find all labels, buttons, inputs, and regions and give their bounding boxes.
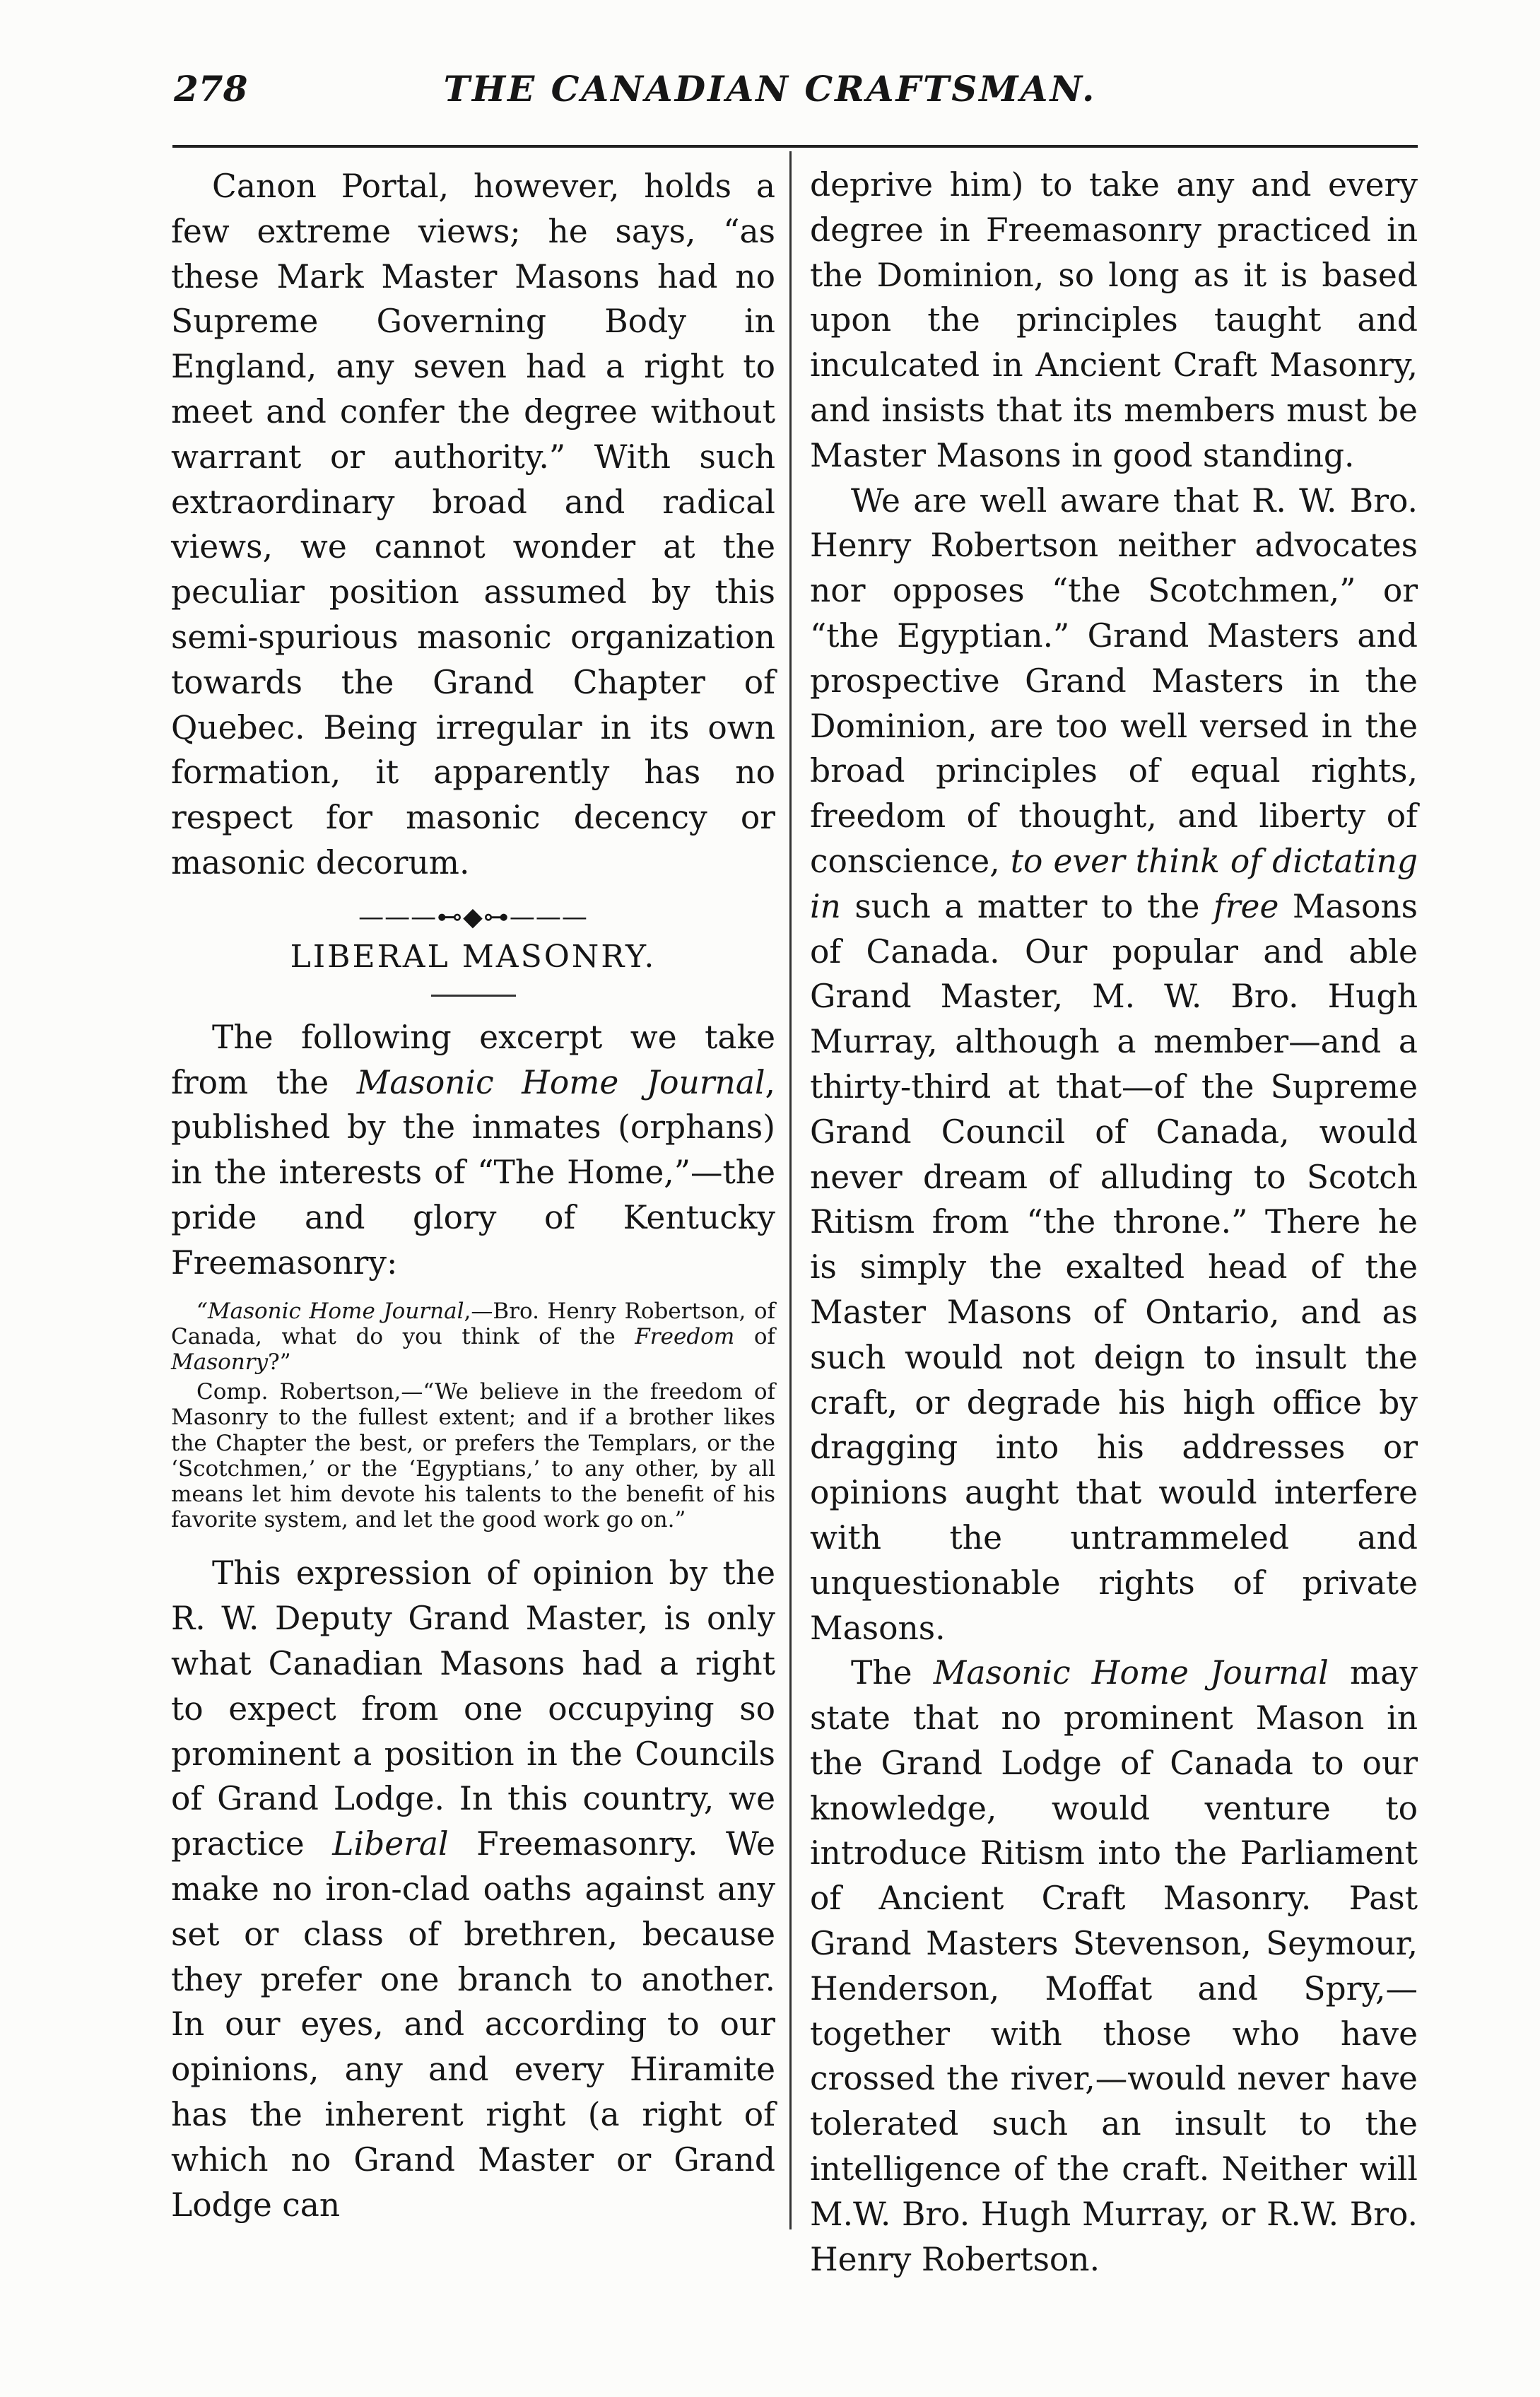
para2-end: Masons of Canada. Our popular and able Grand Master, M. W. Bro. Hugh Murray, although a member—and a thirty-third at that—of the Supreme Grand Council of Canada, would never dream of alluding to Scotch Ritism from “the throne.” There he is simply the exalted head of the Master Masons of Ontario, and as such would not deign to insult the craft, or degrade his high office by dragging into his addresses or opinions aught that would interfere with the untrammeled and unquestionable rights of private Masons. xyxy=(810,887,1418,1647)
quote-answer: Comp. Robertson,—“We believe in the freedom of Masonry to the fullest extent; and if a brother likes the Chapter the best, or prefers the Templars, or the ‘Scotchmen,’ or the ‘Egyptians,’ to any other, by all means let him devote his talents to the benefit of his favorite system, and let the good work go on.” xyxy=(171,1379,775,1533)
quote-masonry: Masonry xyxy=(171,1349,269,1375)
para3-end: may state that no prominent Mason in the Grand Lodge of Canada to our knowledge, would venture to introduce Ritism into the Parliament of Ancient Craft Masonry. Past Grand Masters Stevenson, Seymour, Henderson, Moffat and Spry,—together with those who have crossed the river,—would never have tolerated such an insult to the intelligence of the craft. Neither will M.W. Bro. Hugh Murray, or R.W. Bro. Henry Robertson. xyxy=(810,1654,1418,2278)
intro-paragraph: Canon Portal, however, holds a few extreme views; he says, “as these Mark Master Masons had no Supreme Governing Body in England, any seven had a right to meet and confer the degree without warrant or authority.” With such extraordinary broad and radical views, we cannot wonder at the peculiar position assumed by this semi-spurious masonic organization towards the Grand Chapter of Quebec. Being irregular in its own formation, it apparently has no respect for masonic decency or masonic decorum. xyxy=(171,168,775,881)
quote-end: ?” xyxy=(268,1349,291,1375)
para2-text: We are well aware that R. W. Bro. Henry Robertson neither advocates nor opposes “the Scotchmen,” or “the Egyptian.” Grand Masters and prospective Grand Masters in the Dominion, are too well versed in the broad principles of equal rights, freedom of thought, and liberty of conscience, xyxy=(810,481,1418,880)
continuation-paragraph: deprive him) to take any and every degree in Freemasonry practiced in the Dominion, so long as it is based upon the principles taught and inculcated in Ancient Craft Masonry, and insists that its members must be Master Masons in good standing. xyxy=(810,166,1418,474)
closing-liberal: Liberal xyxy=(332,1825,449,1863)
quote-question xyxy=(171,1299,775,1376)
lead-text-end: , published by the inmates (orphans) in the interests of “The Home,”—the pride and glory of Kentucky Freemasonry: xyxy=(171,1063,775,1282)
heading-rule xyxy=(431,995,516,997)
column-divider xyxy=(789,151,792,2229)
lead-text: The following excerpt we take from the xyxy=(171,1018,775,1101)
para2-mid: such a matter to the xyxy=(840,887,1213,925)
page-number: 278 xyxy=(174,68,248,110)
section-heading: LIBERAL MASONRY. xyxy=(290,938,657,975)
quote-text: ,—Bro. Henry Robertson, of Canada, what do you think of the xyxy=(171,1298,775,1349)
header-rule xyxy=(172,145,1418,148)
closing-text-end: Freemasonry. We make no iron-clad oaths against any set or class of brethren, because they prefer one branch to another. In our eyes, and according to our opinions, any and every Hiramite has the inherent right (a right of which no Grand Master or Grand Lodge can xyxy=(171,1825,776,2224)
section-ornament: ———⊷◆⊶——— xyxy=(358,902,588,932)
para3-text: The xyxy=(851,1654,934,1692)
closing-text: This expression of opinion by the R. W. Deputy Grand Master, is only what Canadian Masons had a right to expect from one occupying so prominent a position in the Councils of Grand Lodge. In this country, we practice xyxy=(171,1554,775,1863)
para3-journal: Masonic Home Journal xyxy=(933,1654,1329,1692)
closing-paragraph xyxy=(171,1551,775,2227)
right-column xyxy=(810,164,1418,2282)
journal-title: Masonic Home Journal xyxy=(356,1063,765,1101)
left-column xyxy=(171,164,775,2227)
para2-italic: to ever think of dictating in xyxy=(810,842,1418,925)
quote-freedom: Freedom xyxy=(635,1323,735,1349)
quote-of: of xyxy=(734,1323,775,1349)
running-title: THE CANADIAN CRAFTSMAN. xyxy=(443,68,1097,110)
quote-journal: “Masonic Home Journal xyxy=(196,1298,464,1324)
journal-paragraph xyxy=(810,1651,1418,2282)
lead-paragraph xyxy=(171,1015,775,1286)
para2-free: free xyxy=(1213,887,1279,925)
robertson-paragraph xyxy=(810,479,1418,1651)
